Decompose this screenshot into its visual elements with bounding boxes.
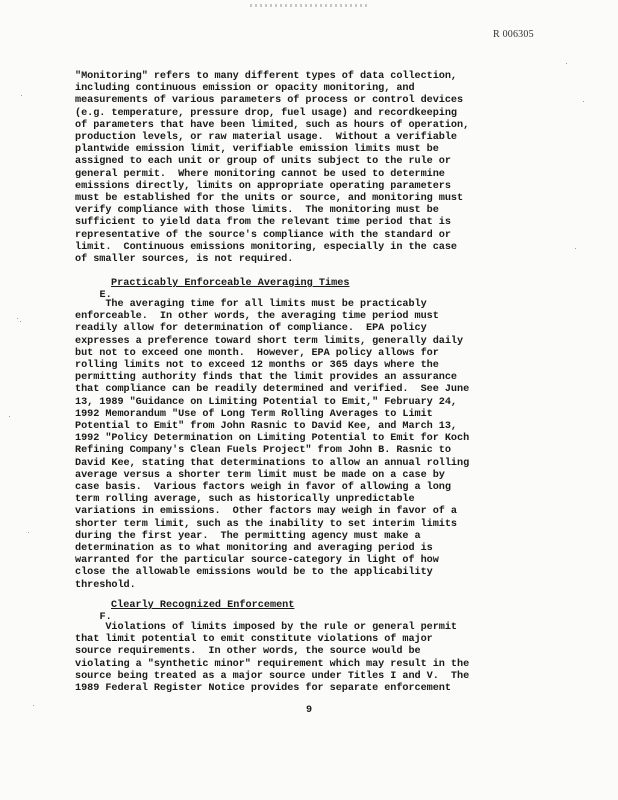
monitoring-text-line: representative of the source's compliance with the standard or (75, 229, 451, 241)
section-e-text-line: average versus a shorter term limit must be made on a case by (75, 469, 445, 481)
monitoring-text-line: emissions directly, limits on appropriate operating parameters (75, 180, 451, 192)
page-number: 9 (306, 705, 313, 716)
section-e-text-line: 13, 1989 "Guidance on Limiting Potential to Emit," February 24, (75, 396, 458, 408)
section-e-text-line: shorter term limit, such as the inability to set interim limits (75, 518, 458, 530)
section-f-text-line: that limit potential to emit constitute violations of major (75, 634, 433, 646)
section-f-text-line: 1989 Federal Register Notice provides for separate enforcement (75, 683, 451, 695)
section-e-title: Practicably Enforceable Averaging Times (111, 278, 350, 289)
section-e-text-line: that compliance can be readily determined and verified. See June (75, 384, 470, 396)
monitoring-text-line: of parameters that have been limited, such as hours of operation, (75, 119, 470, 131)
paragraph-section-e (75, 299, 469, 592)
paragraph-section-f (75, 622, 469, 695)
section-e-text-line: case basis. Various factors weigh in favor of allowing a long (75, 482, 451, 494)
section-e-text-line: enforceable. In other words, the averaging time period must (75, 311, 439, 323)
monitoring-text-line: of smaller sources, is not required. (75, 254, 294, 266)
monitoring-text-line: limit. Continuous emissions monitoring, especially in the case (75, 241, 458, 253)
section-e-text-line: readily allow for determination of compliance. EPA policy (75, 323, 427, 335)
scan-speck (20, 321, 21, 322)
scan-speck (9, 416, 10, 417)
paragraph-monitoring (75, 71, 469, 266)
section-e-text-line: 1992 "Policy Determination on Limiting Potential to Emit for Koch (75, 433, 470, 445)
section-e-text-line: expresses a preference toward short term limits, generally daily (75, 335, 464, 347)
section-f-text-line: violating a "synthetic minor" requirement which may result in the (75, 658, 470, 670)
monitoring-text-line: measurements of various parameters of process or control devices (75, 95, 464, 107)
monitoring-text-line: general permit. Where monitoring cannot be used to determine (75, 168, 445, 180)
scan-speck (21, 95, 22, 96)
section-e-text-line: The averaging time for all limits must be practicably (75, 299, 427, 310)
section-e-text-line: Potential to Emit" from John Rasnic to David Kee, and March 13, (75, 421, 458, 433)
section-e-text-line: Refining Company's Clean Fuels Project" from John B. Rasnic to (75, 445, 451, 457)
section-e-text-line: permitting authority finds that the limit provides an assurance (75, 372, 458, 384)
monitoring-text-line: sufficient to yield data from the relevant time period that is (75, 217, 451, 229)
scan-speck (17, 318, 18, 319)
section-e-text-line: term rolling average, such as historically unpredictable (75, 494, 415, 506)
section-f-text-line: source requirements. In other words, the source would be (75, 646, 421, 658)
monitoring-text-line: including continuous emission or opacity monitoring, and (75, 83, 415, 95)
section-f-text-line: source being treated as a major source under Titles I and V. The (75, 670, 470, 682)
section-e-text-line: David Kee, stating that determinations to allow an annual rolling (75, 457, 470, 469)
section-e-text-line: warranted for the particular source-category in light of how (75, 555, 439, 567)
scan-speck (566, 63, 567, 64)
scan-speck (583, 101, 584, 102)
monitoring-text-line: assigned to each unit or group of units subject to the rule or (75, 156, 451, 168)
section-e-text-line: during the first year. The permitting agency must make a (75, 530, 421, 542)
monitoring-text-line: "Monitoring" refers to many different types of data collection, (75, 71, 458, 82)
section-e-text-line: rolling limits not to exceed 12 months or 365 days where the (75, 360, 439, 372)
monitoring-text-line: verify compliance with those limits. The monitoring must be (75, 205, 439, 217)
section-e-text-line: 1992 Memorandum "Use of Long Term Rolling Averages to Limit (75, 408, 433, 420)
section-e-text-line: close the allowable emissions would be to the applicability (75, 567, 433, 579)
monitoring-text-line: production levels, or raw material usage. Without a verifiable (75, 132, 458, 144)
scan-speck (33, 705, 34, 706)
scan-speck (575, 248, 576, 249)
scan-artifact (250, 4, 370, 7)
monitoring-text-line: (e.g. temperature, pressure drop, fuel usage) and recordkeeping (75, 107, 458, 119)
section-e-text-line: variations in emissions. Other factors may weigh in favor of a (75, 506, 458, 518)
section-e-text-line: threshold. (75, 579, 136, 591)
section-e-label: E. (99, 290, 112, 302)
section-f-label: F. (99, 612, 112, 624)
section-f-title: Clearly Recognized Enforcement (111, 600, 295, 611)
monitoring-text-line: plantwide emission limit, verifiable emission limits must be (75, 144, 439, 156)
bates-number: R 006305 (493, 29, 534, 40)
section-f-text-line: Violations of limits imposed by the rule or general permit (75, 622, 458, 633)
section-e-text-line: but not to exceed one month. However, EPA policy allows for (75, 347, 439, 359)
section-e-text-line: determination as to what monitoring and averaging period is (75, 543, 433, 555)
monitoring-text-line: must be established for the units or source, and monitoring must (75, 193, 464, 205)
scan-speck (28, 532, 29, 533)
